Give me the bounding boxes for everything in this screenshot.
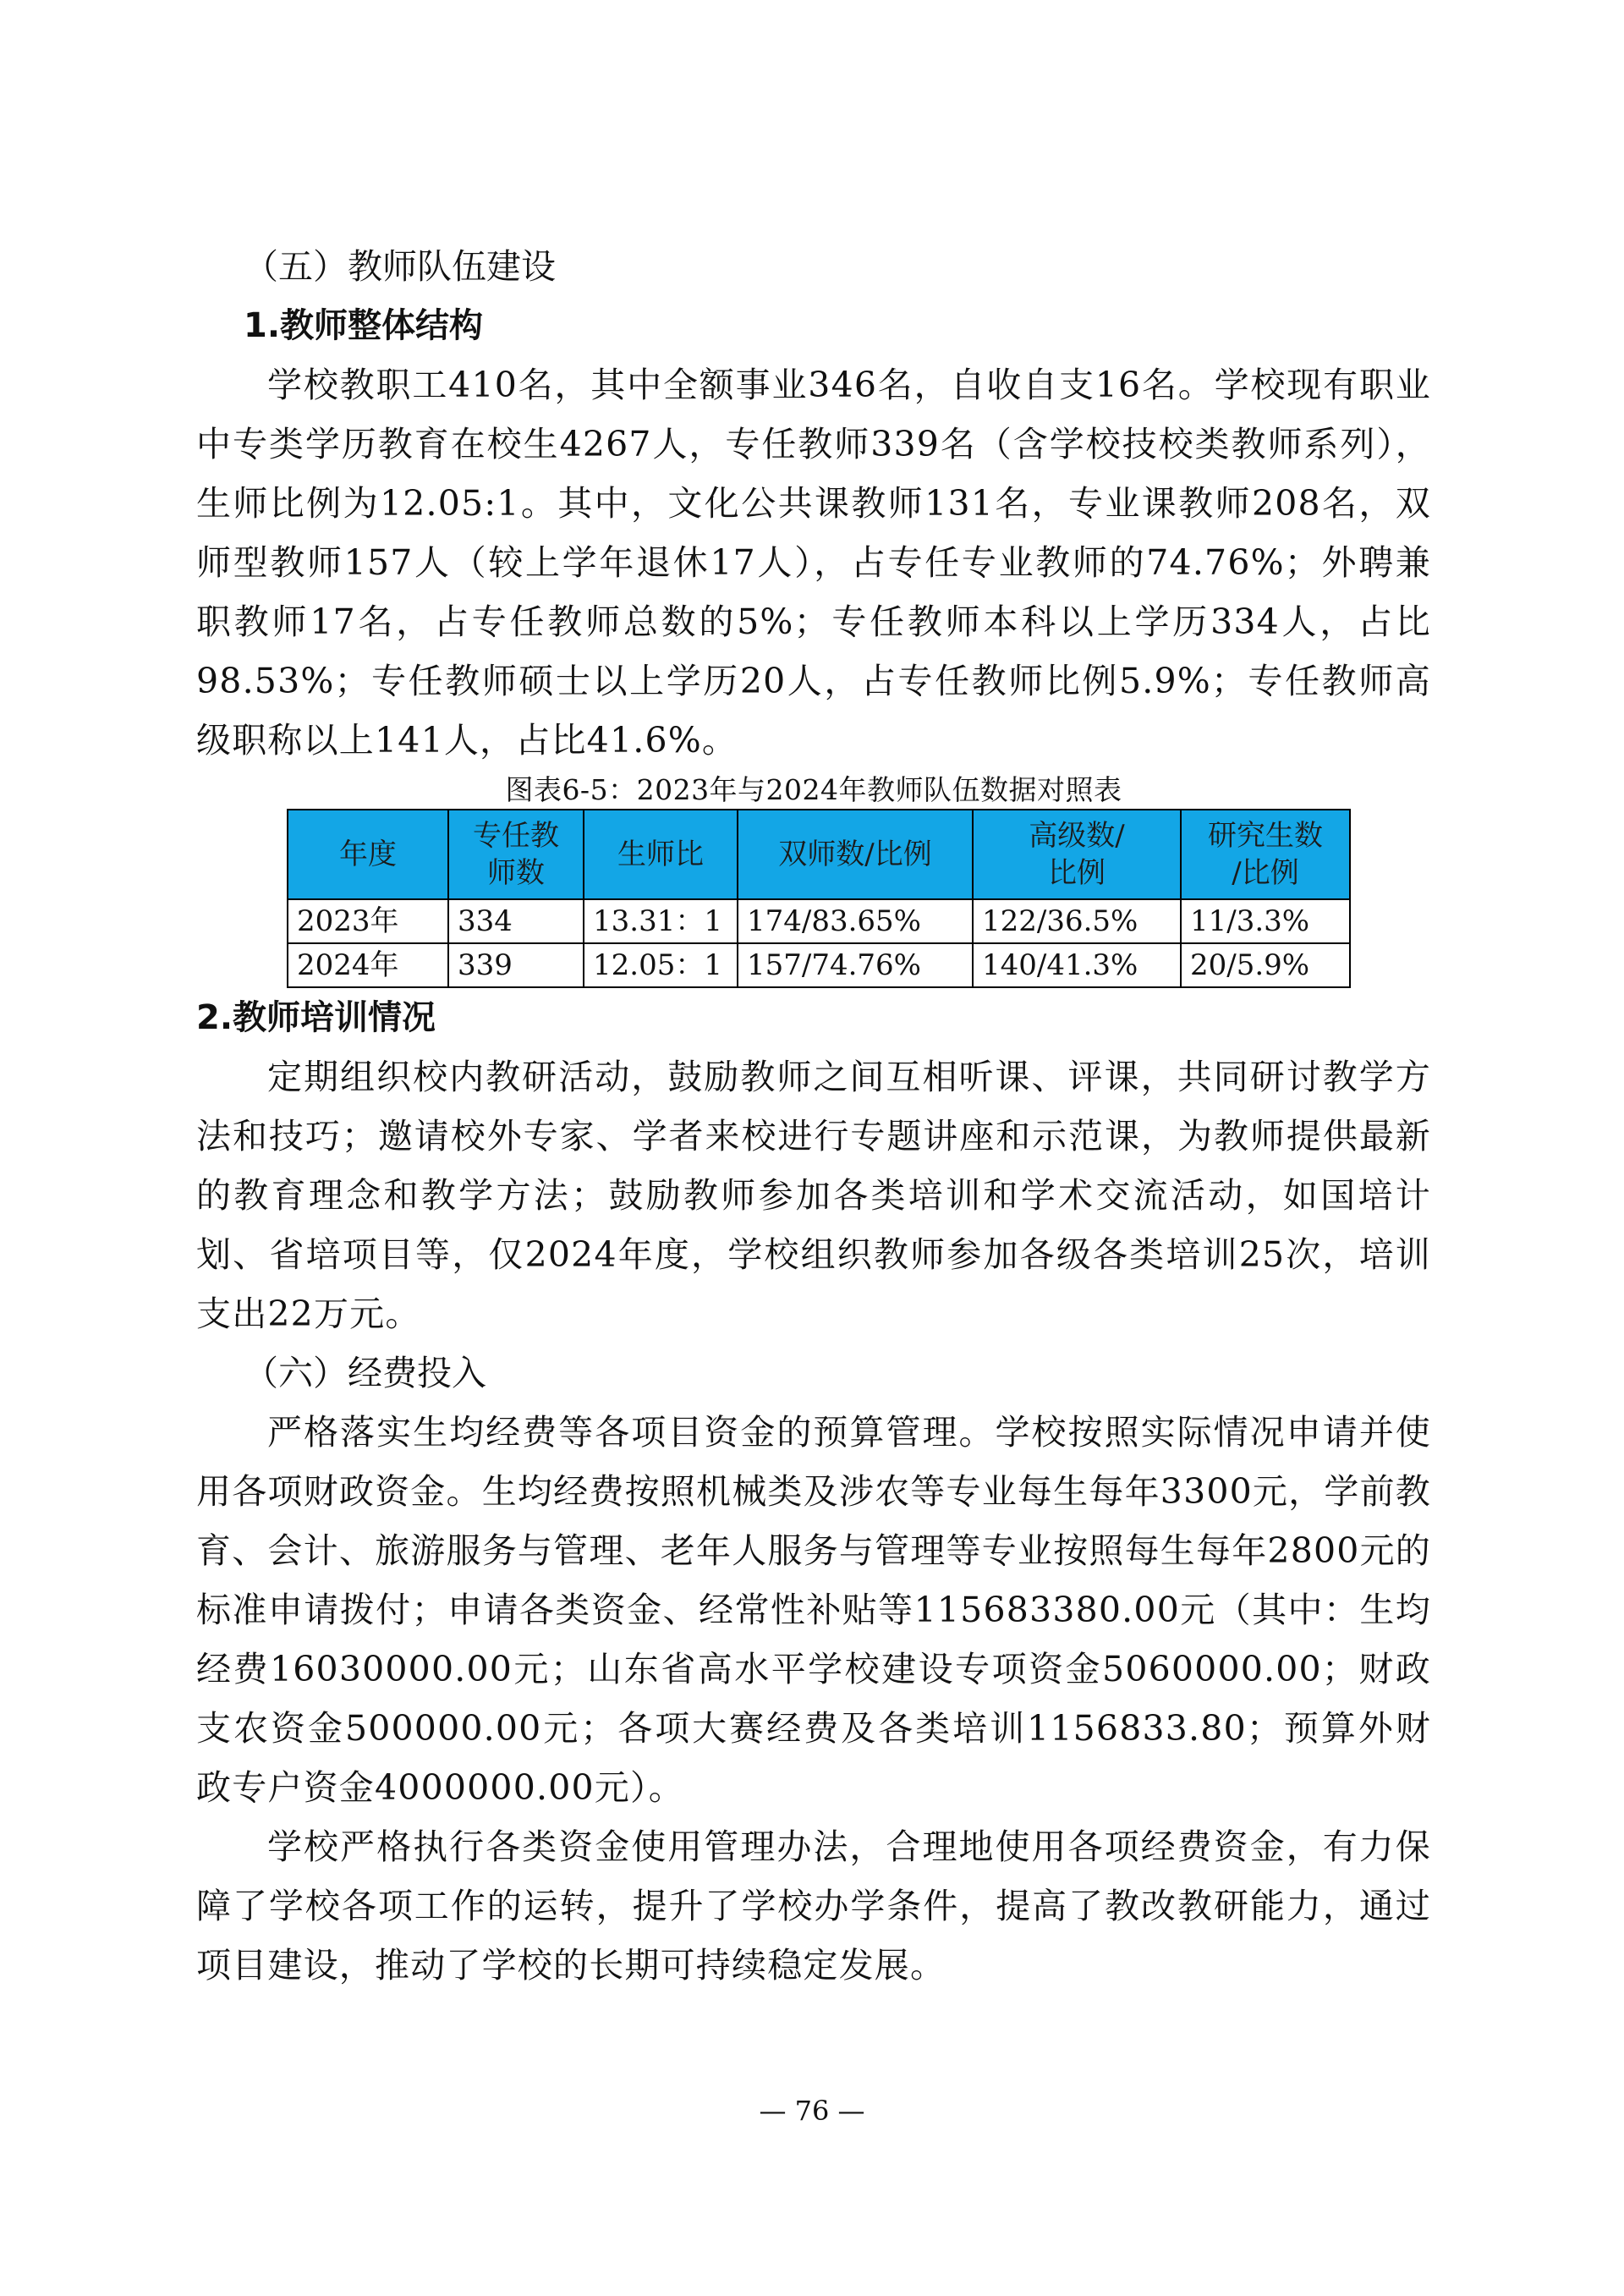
cell-teachers: 334 — [448, 899, 584, 943]
table-row — [288, 899, 1350, 943]
section-1-title: 1.教师整体结构 — [244, 306, 484, 345]
cell-ratio: 13.31：1 — [584, 899, 738, 943]
table-header-row — [288, 810, 1350, 899]
header-year: 年度 — [288, 810, 448, 899]
header-senior: 高级数/ 比例 — [973, 810, 1181, 899]
table-row — [288, 943, 1350, 987]
cell-teachers: 339 — [448, 943, 584, 987]
cell-graduate: 20/5.9% — [1181, 943, 1350, 987]
header-teachers: 专任教 师数 — [448, 810, 584, 899]
cell-ratio: 12.05：1 — [584, 943, 738, 987]
header-graduate: 研究生数 /比例 — [1181, 810, 1350, 899]
teacher-data-table — [287, 809, 1351, 988]
cell-dual: 157/74.76% — [738, 943, 973, 987]
section-2-paragraph: 定期组织校内教研活动，鼓励教师之间互相听课、评课，共同研讨教学方法和技巧；邀请校外专家、学者来校进行专题讲座和示范课，为教师提供最新的教育理念和教学方法；鼓励教师参加各类培训和学术交流活动，如国培计划、省培项目等，仅2024年度，学校组织教师参加各级各类培训25次，培训支出22万元。 — [196, 1057, 1431, 1334]
header-dual: 双师数/比例 — [738, 810, 973, 899]
table-caption: 图表6-5：2023年与2024年教师队伍数据对照表 — [505, 773, 1122, 806]
cell-senior: 140/41.3% — [973, 943, 1181, 987]
section-six-title: （六）经费投入 — [244, 1353, 486, 1393]
section-6-paragraph-1: 严格落实生均经费等各项目资金的预算管理。学校按照实际情况申请并使用各项财政资金。生均经费按照机械类及涉农等专业每生每年3300元，学前教育、会计、旅游服务与管理、老年人服务与管理等专业按照每生每年2800元的标准申请拨付；申请各类资金、经常性补贴等115683380.00元（其中：生均经费16030000.00元；山东省高水平学校建设专项资金5060000.00；财政支农资金500000.00元；各项大赛经费及各类培训1156833.80；预算外财政专户资金4000000.00元）。 — [196, 1412, 1431, 1808]
section-1-paragraph: 学校教职工410名，其中全额事业346名，自收自支16名。学校现有职业中专类学历教育在校生4267人，专任教师339名（含学校技校类教师系列），生师比例为12.05:1。其中，文化公共课教师131名，专业课教师208名，双师型教师157人（较上学年退休17人），占专任专业教师的74.76%；外聘兼职教师17名，占专任教师总数的5%；专任教师本科以上学历334人，占比98.53%；专任教师硕士以上学历20人，占专任教师比例5.9%；专任教师高级职称以上141人，占比41.6%。 — [196, 365, 1431, 761]
section-2-title: 2.教师培训情况 — [196, 998, 436, 1037]
section-6-paragraph-2: 学校严格执行各类资金使用管理办法，合理地使用各项经费资金，有力保障了学校各项工作的运转，提升了学校办学条件，提高了教改教研能力，通过项目建设，推动了学校的长期可持续稳定发展。 — [196, 1826, 1431, 1986]
cell-year: 2023年 — [288, 899, 448, 943]
section-five-title: （五）教师队伍建设 — [244, 246, 556, 287]
cell-graduate: 11/3.3% — [1181, 899, 1350, 943]
page-number: — 76 — — [759, 2095, 865, 2127]
header-ratio: 生师比 — [584, 810, 738, 899]
cell-dual: 174/83.65% — [738, 899, 973, 943]
cell-year: 2024年 — [288, 943, 448, 987]
cell-senior: 122/36.5% — [973, 899, 1181, 943]
document-page — [196, 237, 1431, 1995]
